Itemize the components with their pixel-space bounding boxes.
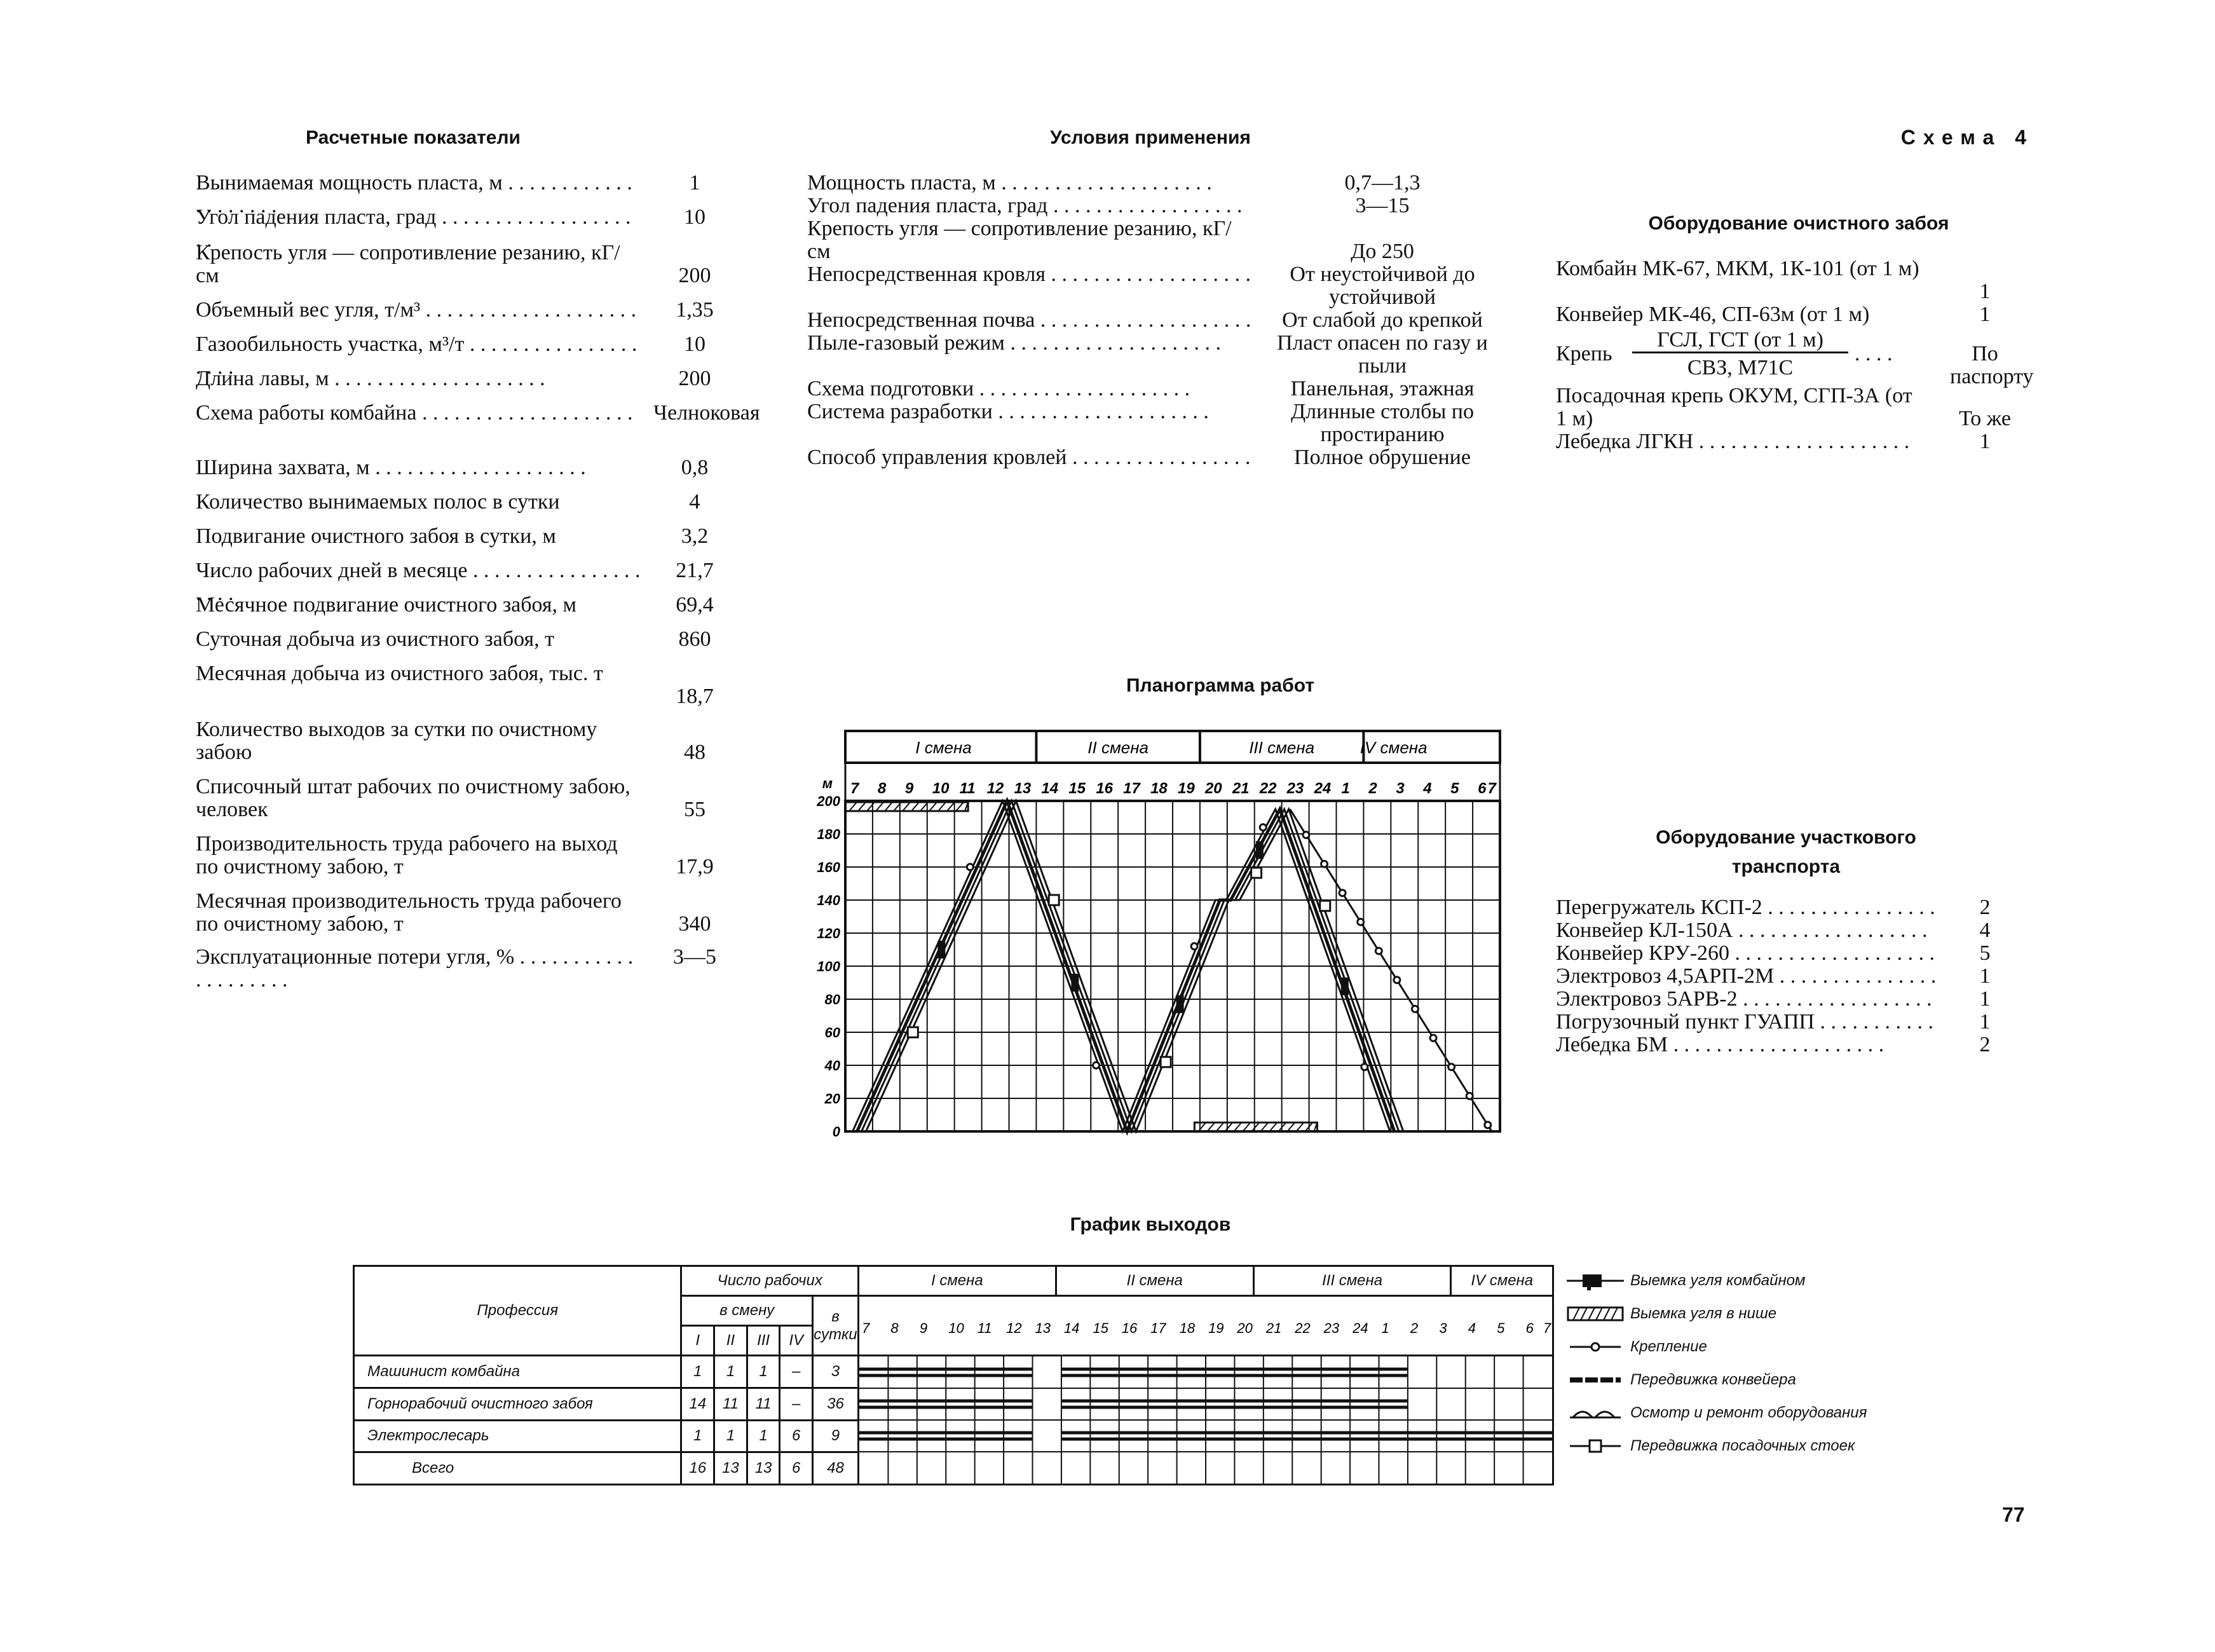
schedule-bars-area bbox=[858, 1356, 1553, 1485]
legend-item: Передвижка конвейера bbox=[1567, 1364, 1796, 1396]
left-row: Число рабочих дней в месяце . . . 21,7 bbox=[196, 559, 736, 605]
scheme-label: Схема 4 bbox=[1900, 126, 2034, 149]
transport-row: Перегружатель КСП-2 . . . 2 bbox=[1556, 896, 2020, 919]
niche-hatch-bottom-hatch bbox=[1243, 1123, 1250, 1131]
combine-marker bbox=[1341, 978, 1349, 995]
left-row: Подвигание очистного забоя в сутки, м 3,2 bbox=[196, 524, 709, 548]
transport-title: Оборудование участкового транспорта bbox=[1656, 827, 1916, 877]
center-row: Мощность пласта, м . . . 0,7—1,3 bbox=[807, 172, 1487, 195]
transport-row: Электровоз 4,5АРП-2М . . . 1 bbox=[1556, 965, 2020, 988]
col-shift-I: I bbox=[681, 1326, 714, 1356]
y-tick-label: 120 bbox=[817, 925, 840, 941]
hour-tick-label: 11 bbox=[959, 780, 976, 797]
row-s3: 1 bbox=[747, 1356, 780, 1388]
row-s2: 1 bbox=[714, 1356, 747, 1388]
center-row: Система разработки . . . Длинные столбы по простиранию bbox=[807, 400, 1487, 423]
support-marker bbox=[1191, 943, 1197, 950]
header-shift-4: IV смена bbox=[1451, 1266, 1553, 1296]
combine-marker bbox=[1071, 974, 1079, 992]
schedule-hour-label: 11 bbox=[977, 1320, 992, 1336]
support-point bbox=[1321, 861, 1328, 867]
y-tick-label: 100 bbox=[817, 959, 840, 974]
left-row: Суточная добыча из очистного забоя, т 860 bbox=[196, 627, 711, 651]
shift-label: I смена bbox=[915, 738, 972, 757]
left-section-title: Расчетные показатели bbox=[306, 127, 521, 148]
niche-hatch-top-hatch bbox=[911, 802, 919, 811]
prop-marker bbox=[1251, 868, 1262, 878]
schedule-hours-axis bbox=[859, 1298, 1552, 1354]
niche-hatch-bottom-hatch bbox=[1207, 1123, 1215, 1131]
schedule-hour-label: 17 bbox=[1150, 1320, 1166, 1336]
y-unit-label: м bbox=[822, 775, 833, 791]
schedule-hour-label: 13 bbox=[1035, 1320, 1051, 1336]
hour-tick-label: 20 bbox=[1204, 780, 1222, 797]
left-row: Месячная производительность труда рабочего по очистному забою, т 340 bbox=[196, 889, 711, 936]
row-s1: 1 bbox=[681, 1356, 714, 1388]
niche-hatch-top-hatch bbox=[956, 802, 964, 811]
hour-tick-label: 14 bbox=[1041, 780, 1059, 797]
hour-tick-label: 3 bbox=[1396, 780, 1405, 797]
row-s1: 1 bbox=[681, 1420, 714, 1452]
y-tick-label: 40 bbox=[824, 1058, 840, 1074]
schedule-hour-label: 5 bbox=[1497, 1320, 1505, 1336]
prop-marker bbox=[1161, 1057, 1171, 1067]
planogram-title: Планограмма работ bbox=[1126, 675, 1315, 696]
row-day: 36 bbox=[812, 1388, 858, 1420]
left-row: Месячная добыча из очистного забоя, тыс. т 18,7 bbox=[196, 662, 714, 708]
schedule-table bbox=[353, 1265, 1554, 1485]
schedule-hour-label: 16 bbox=[1121, 1320, 1138, 1336]
y-tick-label: 140 bbox=[817, 892, 840, 908]
face-equipment-row: Посадочная крепь ОКУМ, СГП-3А (от 1 м) То же bbox=[1556, 384, 2011, 430]
left-row: Месячное подвигание очистного забоя, м 69,4 bbox=[196, 593, 714, 617]
left-row: Угол падения пласта, град . . . 10 bbox=[196, 206, 736, 252]
niche-hatch-bottom-hatch bbox=[1225, 1123, 1232, 1131]
y-tick-label: 160 bbox=[817, 859, 840, 875]
niche-hatch-top-hatch bbox=[867, 802, 875, 811]
row-s1: 14 bbox=[681, 1388, 714, 1420]
legend-item: Крепление bbox=[1567, 1331, 1707, 1363]
center-row: Угол падения пласта, град . . . 3—15 bbox=[807, 195, 1487, 217]
left-row: Ширина захвата, м . . . 0,8 bbox=[196, 456, 736, 479]
schedule-bars bbox=[859, 1356, 1552, 1484]
niche-hatch-top-hatch bbox=[947, 802, 955, 811]
hour-tick-label: 15 bbox=[1068, 780, 1086, 797]
niche-hatch-top-hatch bbox=[876, 802, 883, 811]
hour-tick-label: 9 bbox=[904, 780, 914, 797]
prop-marker bbox=[1049, 895, 1059, 905]
hour-tick-label: 13 bbox=[1014, 780, 1032, 797]
face-equipment-title: Оборудование очистного забоя bbox=[1648, 213, 1949, 234]
niche-hatch-top-hatch bbox=[885, 802, 892, 811]
prop-move-icon bbox=[1567, 1437, 1624, 1456]
support-point bbox=[1358, 918, 1364, 925]
support-marker bbox=[1361, 1064, 1368, 1070]
niche-hatch-bottom-hatch bbox=[1251, 1123, 1259, 1131]
schedule-hour-label: 8 bbox=[890, 1320, 899, 1336]
row-s4: 6 bbox=[780, 1452, 813, 1485]
transport-row: Электровоз 5АРВ-2 . . . 1 bbox=[1556, 988, 2020, 1011]
row-s2: 1 bbox=[714, 1420, 747, 1452]
hour-tick-label: 7 bbox=[850, 780, 859, 797]
legend-item: Передвижка посадочных стоек bbox=[1567, 1430, 1855, 1462]
prop-marker bbox=[1320, 901, 1330, 911]
header-shift-3: III смена bbox=[1253, 1266, 1451, 1296]
face-equipment-list: Комбайн МК-67, МКМ, 1К-101 (от 1 м) 1 Конвейер МК-46, СП-63м (от 1 м) 1 Крепь ГСЛ, ГСТ (от 1 м) СВЗ, М71С . . . . По паспорту Посадочная крепь ОКУМ, СГП-3А (от 1 м) То же Лебедка ЛГКН . . . 1 bbox=[1556, 257, 2026, 461]
conveyor-move-icon bbox=[1567, 1370, 1624, 1389]
support-point bbox=[1485, 1122, 1491, 1128]
support-marker bbox=[1093, 1062, 1100, 1068]
hour-tick-label: 5 bbox=[1450, 780, 1459, 797]
support-point bbox=[1430, 1035, 1436, 1041]
legend bbox=[1567, 1265, 1948, 1462]
row-s1: 16 bbox=[681, 1452, 714, 1485]
hour-tick-label: 12 bbox=[986, 780, 1004, 797]
center-section-title: Условия применения bbox=[1050, 127, 1251, 148]
center-row: Непосредственная почва . . . От слабой до крепкой bbox=[807, 309, 1487, 332]
combine-marker bbox=[1256, 841, 1264, 859]
left-row: Количество вынимаемых полос в сутки 4 bbox=[196, 490, 700, 514]
schedule-hour-label: 20 bbox=[1237, 1320, 1253, 1336]
planogram-chart bbox=[794, 718, 1513, 1138]
support-point bbox=[1412, 1006, 1418, 1012]
schedule-hour-label: 3 bbox=[1439, 1320, 1447, 1336]
left-row: Количество выходов за сутки по очистному забою 48 bbox=[196, 718, 705, 764]
left-row: Крепость угля — сопротивление резанию, кГ/см 200 bbox=[196, 241, 711, 287]
schedule-hour-label: 21 bbox=[1265, 1320, 1282, 1336]
y-tick-label: 80 bbox=[824, 992, 840, 1007]
hour-tick-label: 10 bbox=[932, 780, 950, 797]
hour-tick-label: 6 bbox=[1478, 780, 1487, 797]
legend-item: Выемка угля в нише bbox=[1567, 1298, 1776, 1330]
left-row: Схема работы комбайна . . . Челноковая bbox=[196, 402, 736, 425]
row-profession: Горнорабочий очистного забоя bbox=[354, 1388, 681, 1420]
row-profession: Электрослесарь bbox=[354, 1420, 681, 1452]
schedule-hour-label: 10 bbox=[948, 1320, 964, 1336]
row-s3: 1 bbox=[747, 1420, 780, 1452]
support-point bbox=[1394, 977, 1400, 983]
transport-row: Погрузочный пункт ГУАПП . . . 1 bbox=[1556, 1011, 2020, 1034]
niche-hatch-top-hatch bbox=[849, 802, 857, 811]
hour-tick-label: 19 bbox=[1178, 780, 1195, 797]
left-row: Списочный штат рабочих по очистному забою, человек 55 bbox=[196, 775, 705, 821]
hour-tick-label: 21 bbox=[1232, 780, 1250, 797]
schedule-hour-label: 19 bbox=[1208, 1320, 1224, 1336]
niche-hatch-bottom-hatch bbox=[1234, 1123, 1241, 1131]
row-day: 9 bbox=[812, 1420, 858, 1452]
prop-marker bbox=[908, 1027, 918, 1037]
row-day: 48 bbox=[812, 1452, 858, 1485]
face-equipment-row: Лебедка ЛГКН . . . 1 bbox=[1556, 430, 2020, 453]
combine-marker bbox=[937, 941, 945, 959]
support-line-icon bbox=[1567, 1337, 1624, 1356]
schedule-hour-label: 23 bbox=[1323, 1320, 1340, 1336]
hour-tick-label: 2 bbox=[1368, 780, 1377, 797]
row-total-label: Всего bbox=[354, 1452, 681, 1485]
hour-tick-label: 1 bbox=[1341, 780, 1350, 797]
hours-header bbox=[858, 1296, 1553, 1356]
row-s4: – bbox=[780, 1356, 813, 1388]
transport-list bbox=[1556, 896, 2026, 1062]
left-row: Эксплуатационные потери угля, % . . . 3—5 bbox=[196, 946, 736, 992]
transport-row: Конвейер КЛ-150А . . . 4 bbox=[1556, 919, 2020, 942]
schedule-hour-label: 2 bbox=[1410, 1320, 1419, 1336]
row-s2: 13 bbox=[714, 1452, 747, 1485]
y-tick-label: 0 bbox=[832, 1124, 840, 1138]
hour-tick-label: 17 bbox=[1123, 780, 1140, 797]
col-shift-IV: IV bbox=[780, 1326, 813, 1356]
col-shift-II: II bbox=[714, 1326, 747, 1356]
center-row: Крепость угля — сопротивление резанию, кГ/см До 250 bbox=[807, 217, 1414, 263]
schedule-hour-label: 12 bbox=[1006, 1320, 1022, 1336]
left-row: Газообильность участка, м³/т . . . 10 bbox=[196, 333, 736, 379]
header-workers: Число рабочих bbox=[681, 1266, 859, 1296]
hour-tick-label: 8 bbox=[877, 780, 887, 797]
center-row: Непосредственная кровля . . . От неустойчивой до устойчивой bbox=[807, 263, 1487, 286]
row-profession: Машинист комбайна bbox=[354, 1356, 681, 1388]
support-point bbox=[1466, 1093, 1473, 1099]
schedule-hour-label: 6 bbox=[1525, 1320, 1534, 1336]
face-equipment-row: Комбайн МК-67, МКМ, 1К-101 (от 1 м) 1 bbox=[1556, 257, 1991, 303]
combine-cutting-icon bbox=[1567, 1271, 1624, 1290]
support-point bbox=[1303, 832, 1309, 838]
support-point bbox=[1339, 890, 1346, 896]
row-day: 3 bbox=[812, 1356, 858, 1388]
niche-hatch-bottom-hatch bbox=[1260, 1123, 1268, 1131]
schedule-hour-label: 7 bbox=[1543, 1320, 1551, 1336]
transport-row: Конвейер КРУ-260 . . . 5 bbox=[1556, 942, 2020, 965]
center-row: Пыле-газовый режим . . . Пласт опасен по газу и пыли bbox=[807, 332, 1487, 355]
schedule-hour-label: 24 bbox=[1353, 1320, 1368, 1336]
page-number: 77 bbox=[2002, 1503, 2025, 1526]
left-row: Длина лавы, м . . . 200 bbox=[196, 367, 736, 390]
support-point bbox=[1375, 948, 1382, 954]
header-shift-2: II смена bbox=[1056, 1266, 1253, 1296]
row-s4: – bbox=[780, 1388, 813, 1420]
row-s3: 13 bbox=[747, 1452, 780, 1485]
niche-hatch-top-hatch bbox=[938, 802, 946, 811]
row-s3: 11 bbox=[747, 1388, 780, 1420]
hour-tick-label: 16 bbox=[1096, 780, 1113, 797]
schedule-hour-label: 15 bbox=[1093, 1320, 1108, 1336]
schedule-title: График выходов bbox=[1070, 1214, 1231, 1235]
header-per-shift: в смену bbox=[681, 1296, 813, 1326]
row-s4: 6 bbox=[780, 1420, 813, 1452]
col-shift-III: III bbox=[747, 1326, 780, 1356]
schedule-hour-label: 4 bbox=[1468, 1320, 1476, 1336]
header-per-day: в сутки bbox=[812, 1296, 858, 1356]
support-point bbox=[1448, 1064, 1455, 1070]
shift-label: IV смена bbox=[1360, 738, 1428, 757]
face-equipment-row: Конвейер МК-46, СП-63м (от 1 м) 1 bbox=[1556, 303, 1991, 326]
center-row: Способ управления кровлей . . . Полное обрушение bbox=[807, 446, 1487, 469]
y-tick-label: 60 bbox=[824, 1025, 840, 1041]
y-tick-label: 200 bbox=[817, 793, 840, 809]
niche-hatch-top-hatch bbox=[858, 802, 866, 811]
niche-hatch-top-hatch bbox=[929, 802, 937, 811]
hour-tick-label: 7 bbox=[1487, 780, 1496, 797]
hour-tick-label: 23 bbox=[1286, 780, 1304, 797]
legend-item: Выемка угля комбайном bbox=[1567, 1265, 1805, 1297]
schedule-hour-label: 22 bbox=[1295, 1320, 1311, 1336]
schedule-hour-label: 14 bbox=[1063, 1320, 1080, 1336]
center-conditions-list bbox=[807, 172, 1513, 477]
schedule-hour-label: 18 bbox=[1179, 1320, 1196, 1336]
support-marker bbox=[967, 864, 973, 870]
header-profession: Профессия bbox=[354, 1266, 681, 1356]
niche-hatch-bottom-hatch bbox=[1296, 1123, 1304, 1131]
left-row: Вынимаемая мощность пласта, м . . . 1 bbox=[196, 172, 736, 217]
schedule-hour-label: 1 bbox=[1381, 1320, 1389, 1336]
combine-marker bbox=[1176, 995, 1184, 1013]
hatched-niche-icon bbox=[1567, 1304, 1624, 1323]
niche-hatch-top-hatch bbox=[903, 802, 910, 811]
repair-arc-icon bbox=[1567, 1403, 1624, 1423]
y-tick-label: 20 bbox=[824, 1091, 840, 1107]
schedule-hour-label: 9 bbox=[919, 1320, 928, 1336]
niche-hatch-bottom-hatch bbox=[1269, 1123, 1277, 1131]
center-row: Схема подготовки . . . Панельная, этажная bbox=[807, 378, 1487, 400]
left-indicators-list bbox=[196, 171, 760, 992]
shift-label: III смена bbox=[1249, 738, 1315, 757]
row-s2: 11 bbox=[714, 1388, 747, 1420]
transport-row: Лебедка БМ . . . 2 bbox=[1556, 1034, 2020, 1056]
left-row: Объемный вес угля, т/м³ . . . 1,35 bbox=[196, 299, 736, 322]
legend-item: Осмотр и ремонт оборудования bbox=[1567, 1397, 1867, 1429]
y-tick-label: 180 bbox=[817, 826, 840, 842]
niche-hatch-bottom-hatch bbox=[1287, 1123, 1295, 1131]
schedule-hour-label: 7 bbox=[861, 1320, 870, 1336]
left-row: Производительность труда рабочего на выход по очистному забою, т 17,9 bbox=[196, 832, 714, 878]
hour-tick-label: 24 bbox=[1314, 780, 1332, 797]
hour-tick-label: 18 bbox=[1150, 780, 1168, 797]
niche-hatch-bottom-hatch bbox=[1216, 1123, 1223, 1131]
hour-tick-label: 22 bbox=[1259, 780, 1277, 797]
support-marker bbox=[1260, 824, 1266, 831]
hour-tick-label: 4 bbox=[1423, 780, 1432, 797]
header-shift-1: I смена bbox=[858, 1266, 1056, 1296]
shift-label: II смена bbox=[1087, 738, 1149, 757]
